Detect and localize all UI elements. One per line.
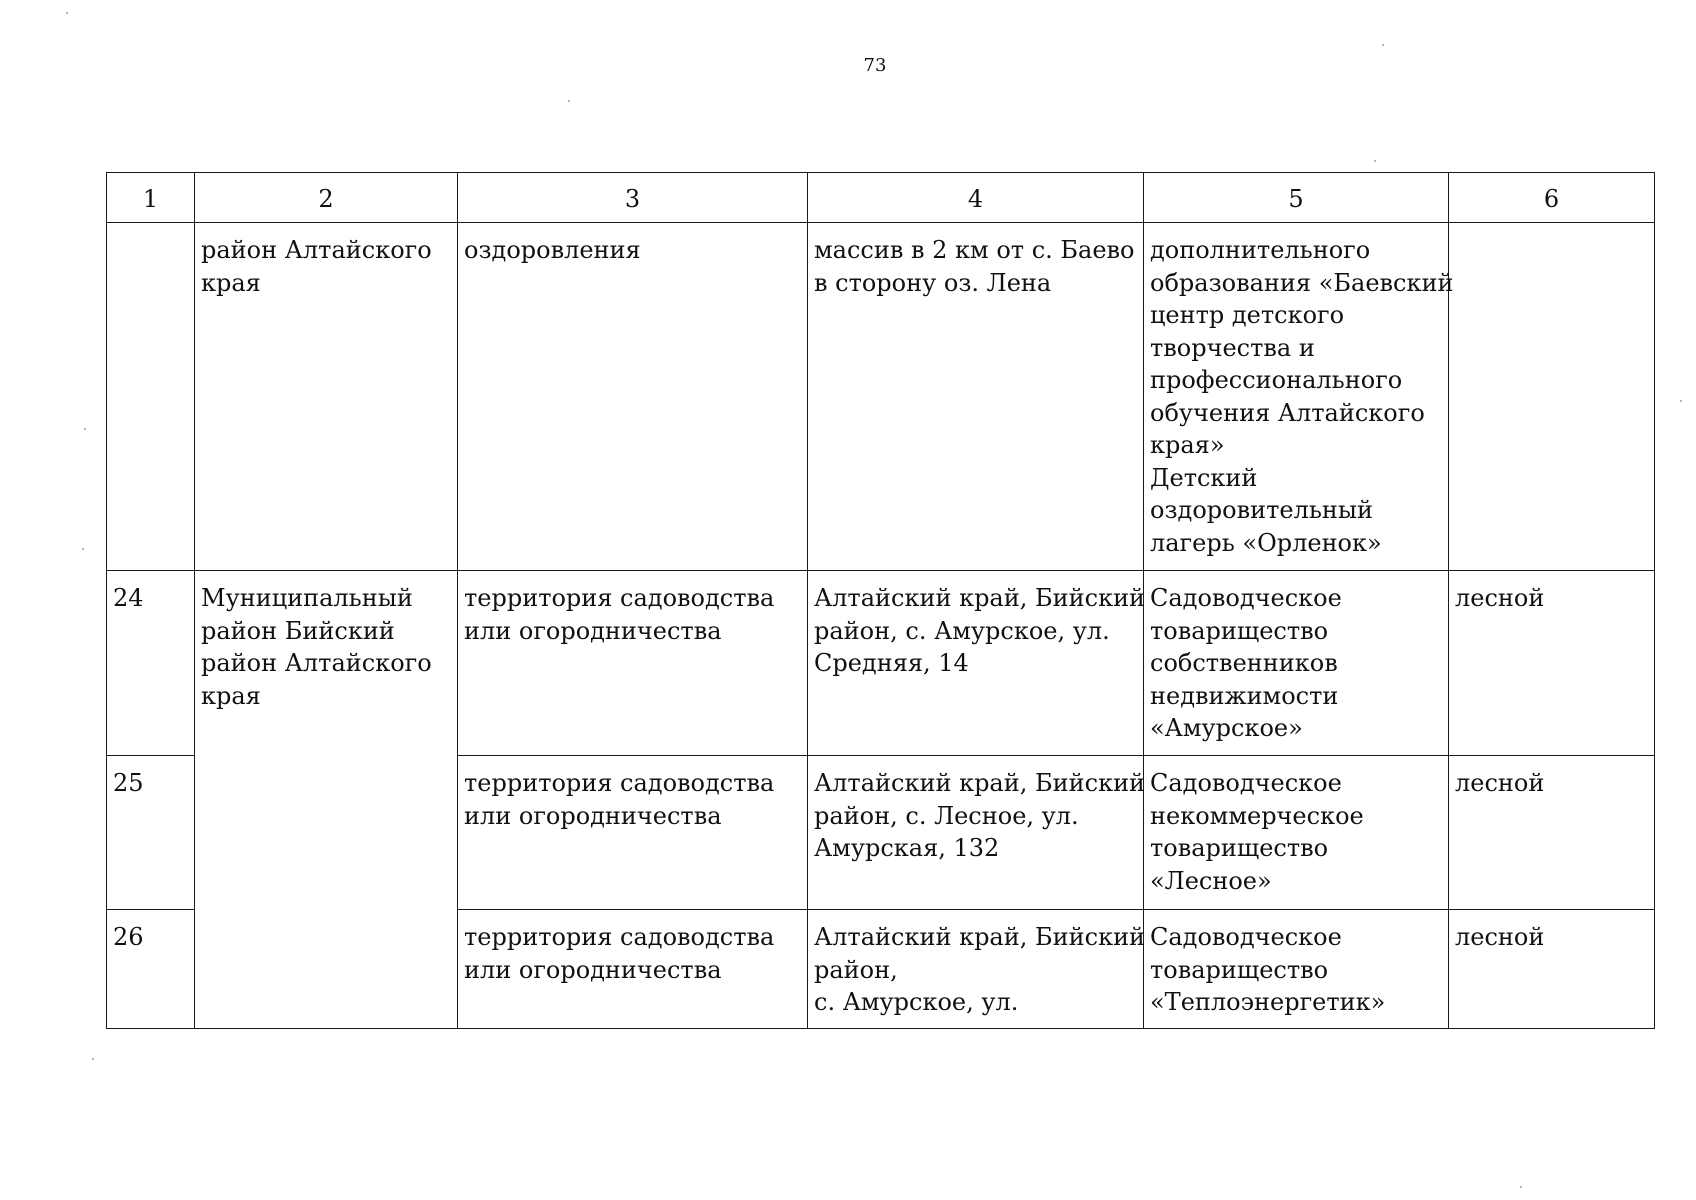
location-cell: массив в 2 км от с. Баево в сторону оз. Лена [808, 223, 1144, 571]
scan-speck [92, 1058, 94, 1060]
land-category-cell: лесной [1449, 756, 1655, 910]
document-table [106, 172, 1655, 1029]
territory-type-cell: территория садоводства или огородничества [458, 910, 808, 1029]
scan-speck [1374, 160, 1376, 162]
page-number: 73 [863, 55, 887, 76]
column-header: 1 [107, 173, 195, 223]
organization-cell: Садоводческое товарищество собственников недвижимости «Амурское» [1144, 571, 1449, 756]
scan-speck [568, 100, 570, 102]
scan-speck [1680, 400, 1682, 402]
organization-cell: Садоводческое некоммерческое товарищество «Лесное» [1144, 756, 1449, 910]
territory-type-cell: оздоровления [458, 223, 808, 571]
municipality-cell: район Алтайского края [195, 223, 458, 571]
column-header: 6 [1449, 173, 1655, 223]
location-cell: Алтайский край, Бийский район, с. Амурское, ул. Средняя, 14 [808, 571, 1144, 756]
location-cell: Алтайский край, Бийский район, с. Амурское, ул. [808, 910, 1144, 1029]
column-header: 3 [458, 173, 808, 223]
scan-speck [84, 428, 86, 430]
table-row [107, 223, 1655, 571]
table-row [107, 571, 1655, 756]
row-number-cell: 26 [107, 910, 195, 1029]
row-number-cell: 24 [107, 571, 195, 756]
scan-speck [82, 548, 84, 550]
table-header-row [107, 173, 1655, 223]
organization-cell: Садоводческое товарищество «Теплоэнергетик» [1144, 910, 1449, 1029]
land-category-cell: лесной [1449, 571, 1655, 756]
territory-type-cell: территория садоводства или огородничества [458, 571, 808, 756]
location-cell: Алтайский край, Бийский район, с. Лесное, ул. Амурская, 132 [808, 756, 1144, 910]
land-category-cell [1449, 223, 1655, 571]
row-number-cell: 25 [107, 756, 195, 910]
scan-speck [1520, 1186, 1522, 1188]
organization-cell: дополнительного образования «Баевский центр детского творчества и профессионального обучения Алтайского края» Детский оздоровительный лагерь «Орленок» [1144, 223, 1449, 571]
row-number-cell [107, 223, 195, 571]
municipality-cell: Муниципальный район Бийский район Алтайского края [195, 571, 458, 1029]
column-header: 5 [1144, 173, 1449, 223]
column-header: 4 [808, 173, 1144, 223]
land-category-cell: лесной [1449, 910, 1655, 1029]
column-header: 2 [195, 173, 458, 223]
scan-speck [66, 12, 68, 14]
territory-type-cell: территория садоводства или огородничества [458, 756, 808, 910]
scan-speck [1382, 44, 1384, 46]
